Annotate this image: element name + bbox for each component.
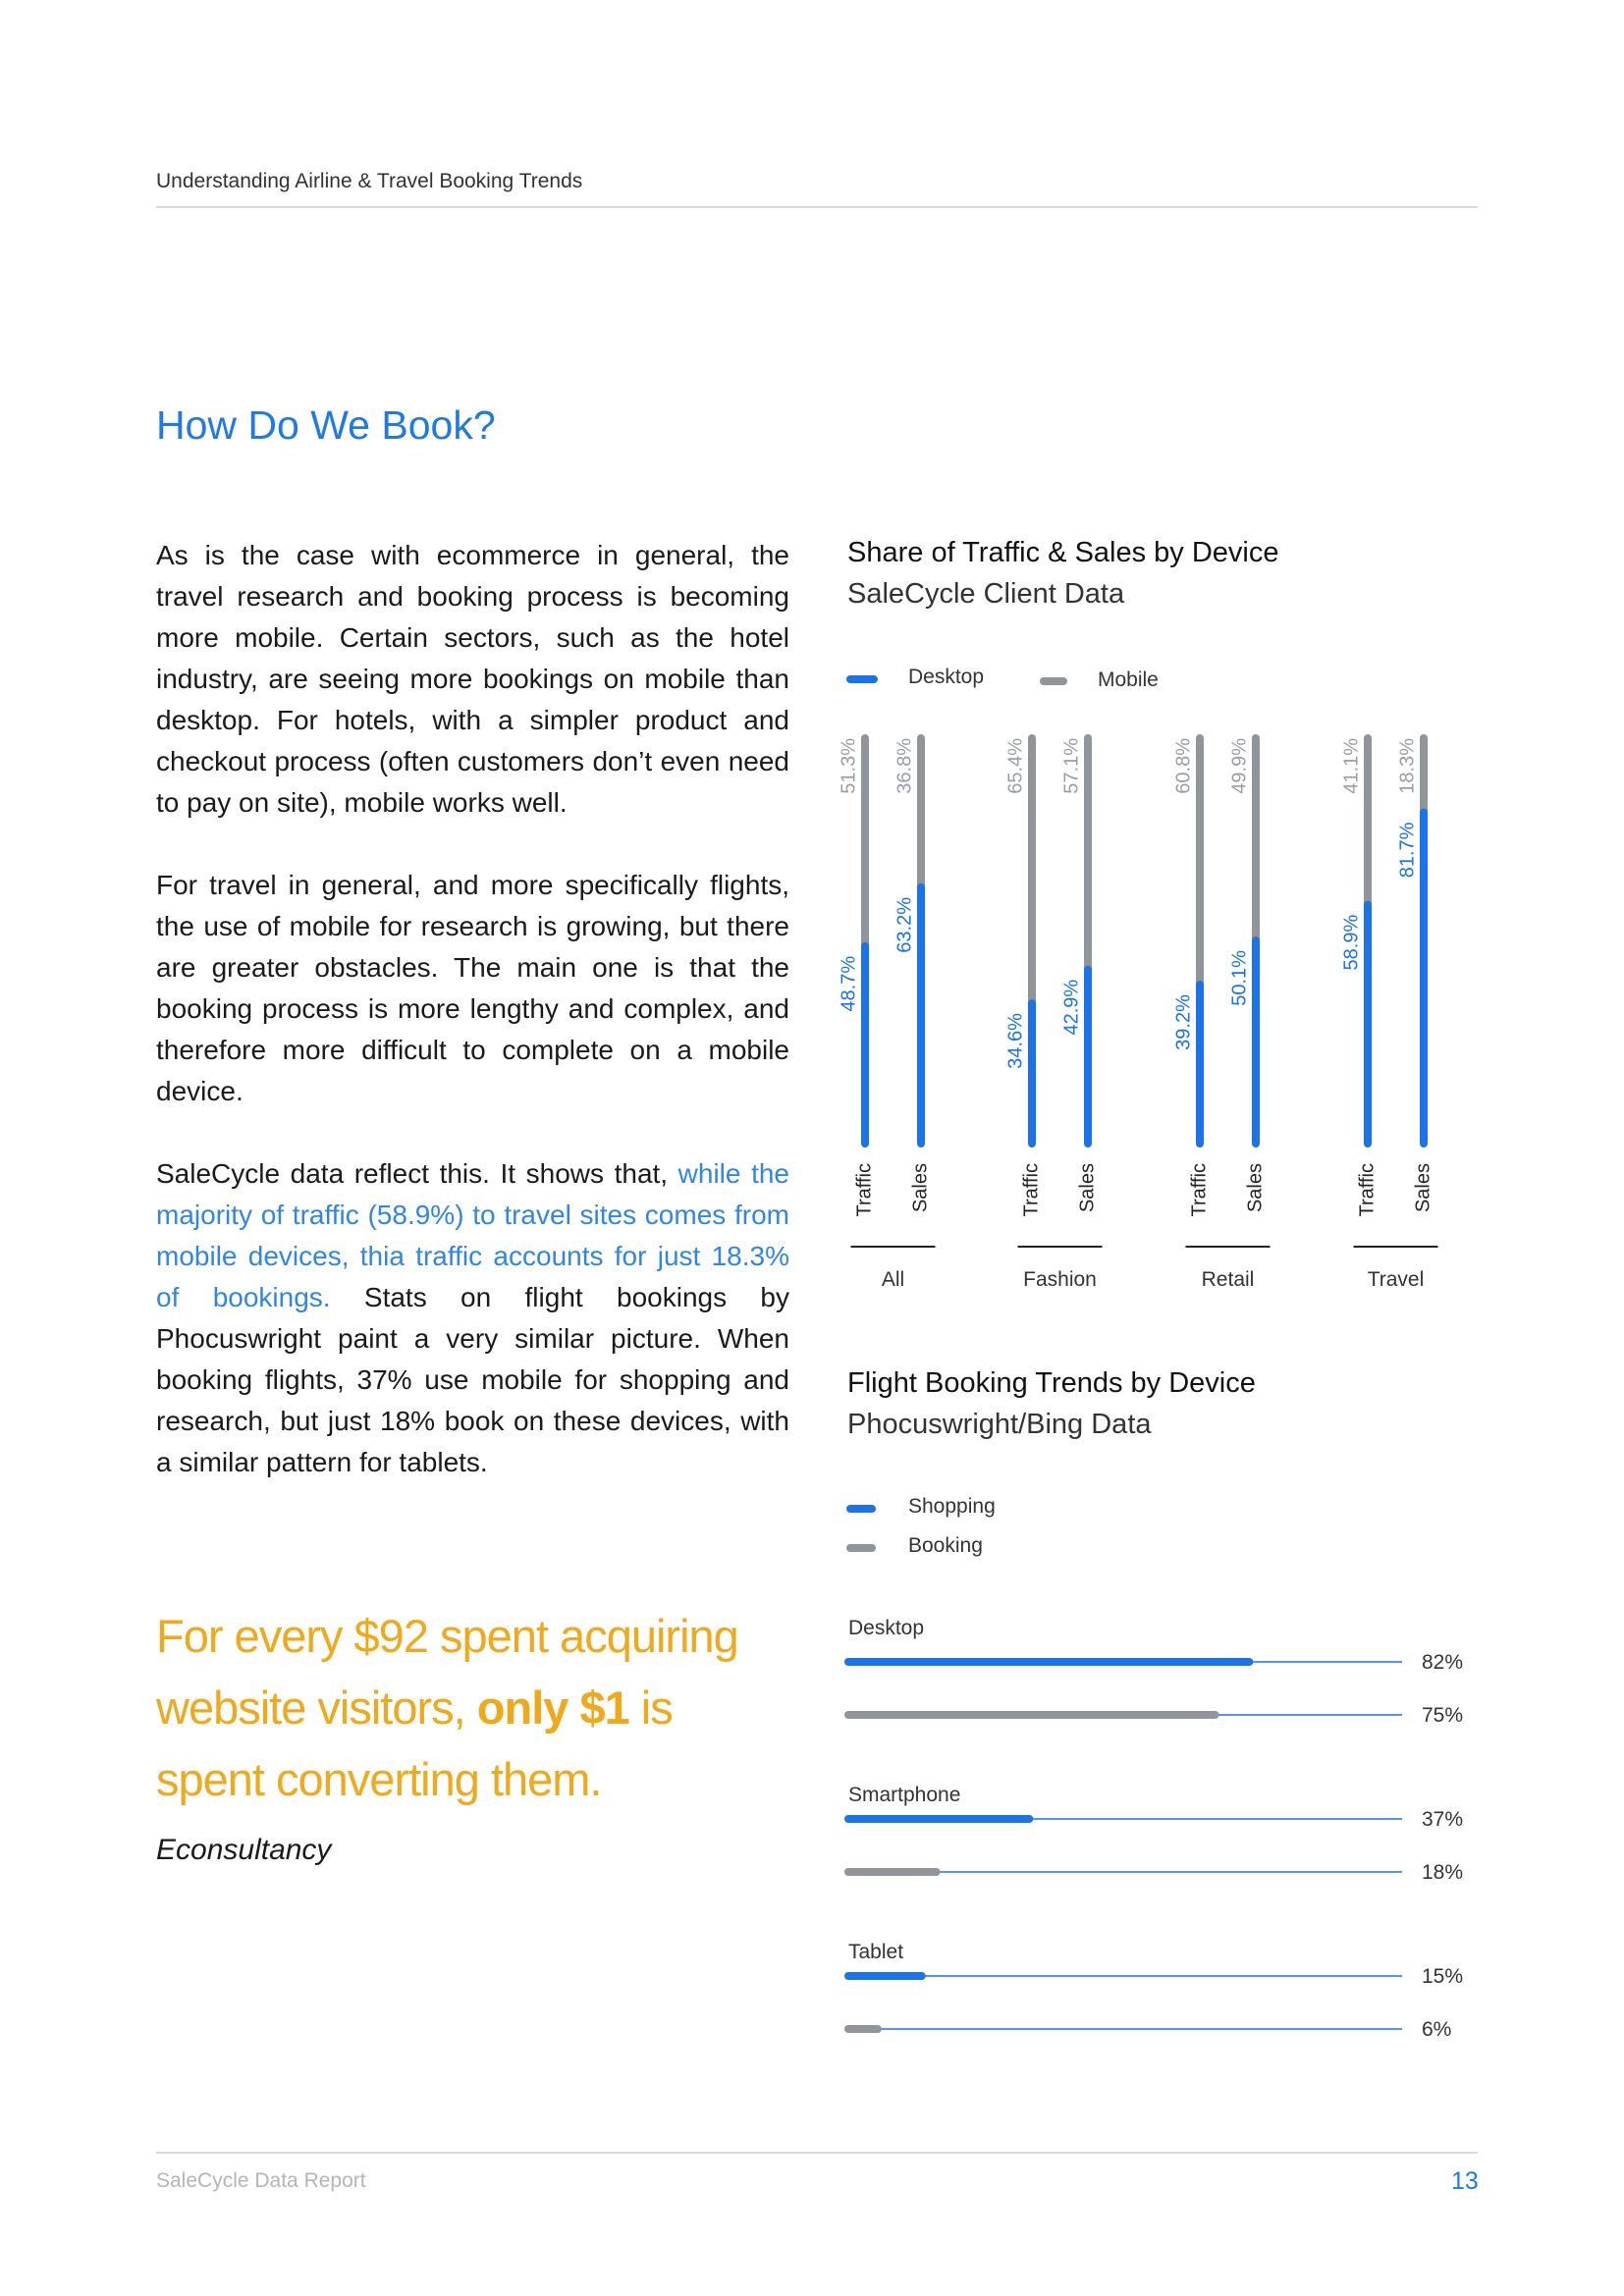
chart2-subtitle: Phocuswright/Bing Data — [847, 1409, 1152, 1440]
fashion-traffic-axis-label: Traffic — [1020, 1163, 1043, 1217]
chart1-title: Share of Traffic & Sales by Device — [847, 537, 1279, 568]
paragraph-3 — [156, 1153, 789, 1483]
travel-sales-mobile-label: 18.3% — [1396, 738, 1419, 794]
quote-source: Econsultancy — [156, 1834, 332, 1866]
fashion-sales-axis-label: Sales — [1076, 1163, 1099, 1213]
legend-mobile-swatch — [1040, 677, 1067, 685]
body-text — [156, 535, 789, 1524]
travel-traffic-desktop-label: 58.9% — [1340, 914, 1363, 971]
travel-traffic-mobile-label: 41.1% — [1340, 738, 1363, 794]
legend-desktop-swatch — [846, 675, 878, 683]
legend-desktop-label: Desktop — [908, 666, 985, 688]
all-sales-axis-label: Sales — [909, 1163, 932, 1213]
traffic-sales-chart — [835, 726, 1483, 1306]
retail-traffic-mobile-label: 60.8% — [1172, 738, 1195, 794]
pull-quote — [156, 1600, 785, 1815]
retail-sales-axis-label: Sales — [1244, 1163, 1267, 1213]
footer-divider — [156, 2152, 1478, 2154]
tablet-category-label: Tablet — [848, 1941, 904, 1963]
travel-sales-desktop-label: 81.7% — [1396, 822, 1419, 879]
retail-sales-desktop-label: 50.1% — [1228, 950, 1251, 1006]
legend-shopping-label: Shopping — [908, 1495, 996, 1518]
retail-sales-mobile-label: 49.9% — [1228, 738, 1251, 794]
legend-shopping-swatch — [846, 1505, 876, 1513]
fashion-sales-desktop-label: 42.9% — [1060, 979, 1083, 1036]
paragraph-3-highlight: while the majority of traffic (58.9%) to travel sites comes from mobile devices, thia traffic accounts for just 18.3% of bookings. — [156, 1158, 789, 1312]
desktop-booking-value: 75% — [1422, 1704, 1464, 1727]
chart2-title: Flight Booking Trends by Device — [847, 1367, 1256, 1399]
paragraph-3-start: SaleCycle data reflect this. It shows that, — [156, 1158, 678, 1189]
fashion-group-label: Fashion — [1023, 1268, 1097, 1291]
tablet-booking-value: 6% — [1422, 2018, 1452, 2041]
smartphone-booking-value: 18% — [1422, 1861, 1464, 1884]
fashion-traffic-desktop-label: 34.6% — [1004, 1013, 1027, 1069]
travel-traffic-axis-label: Traffic — [1356, 1163, 1379, 1217]
paragraph-2: For travel in general, and more specifically flights, the use of mobile for research is growing, but there are greater obstacles. The main one is that the booking process is more lengthy and complex, and therefore more difficult to complete on a mobile device. — [156, 870, 789, 1106]
legend-booking-swatch — [846, 1544, 876, 1552]
all-sales-desktop-label: 63.2% — [893, 896, 916, 953]
fashion-sales-mobile-label: 57.1% — [1060, 738, 1083, 794]
legend-booking-label: Booking — [908, 1534, 983, 1557]
smartphone-shopping-value: 37% — [1422, 1808, 1464, 1831]
all-sales-mobile-label: 36.8% — [893, 738, 916, 794]
all-traffic-desktop-label: 48.7% — [838, 955, 860, 1012]
travel-group-label: Travel — [1367, 1268, 1425, 1291]
page-number: 13 — [1451, 2167, 1479, 2195]
section-title: How Do We Book? — [156, 402, 496, 448]
quote-part-1: For every $92 spent acquiring website visitors, — [156, 1610, 738, 1734]
travel-sales-axis-label: Sales — [1412, 1163, 1435, 1213]
smartphone-category-label: Smartphone — [848, 1784, 961, 1806]
retail-traffic-desktop-label: 39.2% — [1172, 994, 1195, 1050]
paragraph-1: As is the case with ecommerce in general, the travel research and booking process is becoming more mobile. Certain sectors, such as the hotel industry, are seeing more bookings on mobile than desktop. For hotels, with a simpler product and checkout process (often customers don’t even need to pay on site), mobile works well. — [156, 540, 789, 818]
retail-group-label: Retail — [1201, 1268, 1255, 1291]
retail-traffic-axis-label: Traffic — [1188, 1163, 1211, 1217]
desktop-shopping-value: 82% — [1422, 1651, 1464, 1674]
paragraph-3-end: Stats on flight bookings by Phocuswright paint a very similar picture. When booking flights, 37% use mobile for shopping and research, but just 18% book on these devices, with a similar pattern for tablets. — [156, 1282, 789, 1477]
all-traffic-mobile-label: 51.3% — [838, 738, 860, 794]
quote-part-2: is spent converting them. — [156, 1682, 673, 1805]
desktop-category-label: Desktop — [848, 1617, 925, 1639]
footer-title: SaleCycle Data Report — [156, 2169, 366, 2192]
legend-mobile-label: Mobile — [1098, 668, 1159, 691]
tablet-shopping-value: 15% — [1422, 1965, 1464, 1988]
all-group-label: All — [881, 1268, 905, 1291]
flight-booking-chart — [835, 1610, 1483, 2052]
header-divider — [156, 206, 1478, 208]
fashion-traffic-mobile-label: 65.4% — [1004, 738, 1027, 794]
all-traffic-axis-label: Traffic — [853, 1163, 876, 1217]
chart1-subtitle: SaleCycle Client Data — [847, 578, 1125, 610]
quote-bold: only $1 — [476, 1682, 629, 1734]
running-header: Understanding Airline & Travel Booking Trends — [156, 170, 583, 192]
